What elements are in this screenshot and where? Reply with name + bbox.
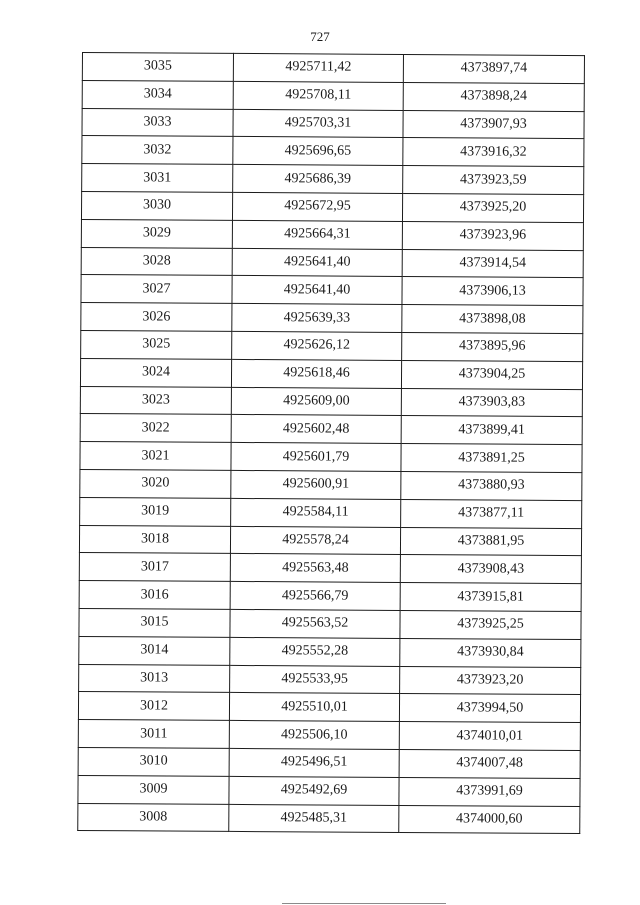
x-coordinate-cell: 4925492,69 bbox=[229, 776, 399, 805]
table-row bbox=[81, 219, 583, 250]
point-number-cell: 3026 bbox=[81, 303, 232, 332]
y-coordinate-cell: 4373994,50 bbox=[399, 694, 580, 723]
table-row bbox=[80, 414, 582, 445]
coordinates-table bbox=[77, 52, 585, 834]
table-row bbox=[79, 525, 581, 556]
y-coordinate-cell: 4373897,74 bbox=[403, 54, 584, 83]
point-number-cell: 3009 bbox=[78, 775, 229, 804]
x-coordinate-cell: 4925563,48 bbox=[230, 554, 400, 583]
point-number-cell: 3017 bbox=[79, 553, 230, 582]
table-row bbox=[80, 469, 582, 500]
point-number-cell: 3018 bbox=[79, 525, 230, 554]
x-coordinate-cell: 4925563,52 bbox=[230, 609, 400, 638]
table-row bbox=[79, 553, 581, 584]
table-row bbox=[80, 386, 582, 417]
x-coordinate-cell: 4925601,79 bbox=[231, 443, 401, 472]
point-number-cell: 3034 bbox=[82, 80, 233, 109]
x-coordinate-cell: 4925639,33 bbox=[232, 304, 402, 333]
table-row bbox=[82, 53, 584, 84]
point-number-cell: 3008 bbox=[78, 803, 229, 832]
x-coordinate-cell: 4925584,11 bbox=[231, 498, 401, 527]
table-row bbox=[80, 497, 582, 528]
y-coordinate-cell: 4374007,48 bbox=[399, 749, 580, 778]
y-coordinate-cell: 4373904,25 bbox=[401, 360, 582, 389]
x-coordinate-cell: 4925510,01 bbox=[229, 693, 399, 722]
x-coordinate-cell: 4925552,28 bbox=[230, 637, 400, 666]
y-coordinate-cell: 4373907,93 bbox=[403, 110, 584, 139]
point-number-cell: 3019 bbox=[80, 497, 231, 526]
point-number-cell: 3020 bbox=[80, 469, 231, 498]
table-row bbox=[81, 303, 583, 334]
table-row bbox=[82, 136, 584, 167]
table-row bbox=[81, 330, 583, 361]
y-coordinate-cell: 4374000,60 bbox=[399, 805, 580, 834]
y-coordinate-cell: 4373881,95 bbox=[400, 527, 581, 556]
table-row bbox=[79, 608, 581, 639]
y-coordinate-cell: 4373898,08 bbox=[402, 305, 583, 334]
y-coordinate-cell: 4373930,84 bbox=[400, 638, 581, 667]
table-row bbox=[78, 692, 580, 723]
point-number-cell: 3013 bbox=[79, 664, 230, 693]
y-coordinate-cell: 4373923,59 bbox=[403, 166, 584, 195]
bottom-divider bbox=[282, 903, 446, 904]
table-row bbox=[78, 803, 580, 834]
y-coordinate-cell: 4373916,32 bbox=[403, 138, 584, 167]
x-coordinate-cell: 4925696,65 bbox=[233, 137, 403, 166]
x-coordinate-cell: 4925618,46 bbox=[231, 359, 401, 388]
y-coordinate-cell: 4373908,43 bbox=[400, 555, 581, 584]
y-coordinate-cell: 4373898,24 bbox=[403, 82, 584, 111]
y-coordinate-cell: 4373915,81 bbox=[400, 583, 581, 612]
table-row bbox=[80, 358, 582, 389]
table-row bbox=[82, 164, 584, 195]
x-coordinate-cell: 4925672,95 bbox=[232, 192, 402, 221]
x-coordinate-cell: 4925626,12 bbox=[232, 331, 402, 360]
y-coordinate-cell: 4373895,96 bbox=[402, 332, 583, 361]
table-row bbox=[80, 442, 582, 473]
point-number-cell: 3027 bbox=[81, 275, 232, 304]
y-coordinate-cell: 4373914,54 bbox=[402, 249, 583, 278]
point-number-cell: 3031 bbox=[82, 164, 233, 193]
x-coordinate-cell: 4925609,00 bbox=[231, 387, 401, 416]
table-row bbox=[82, 80, 584, 111]
y-coordinate-cell: 4373925,20 bbox=[402, 193, 583, 222]
point-number-cell: 3021 bbox=[80, 442, 231, 471]
x-coordinate-cell: 4925686,39 bbox=[233, 165, 403, 194]
y-coordinate-cell: 4374010,01 bbox=[399, 722, 580, 751]
x-coordinate-cell: 4925485,31 bbox=[229, 804, 399, 833]
x-coordinate-cell: 4925600,91 bbox=[231, 470, 401, 499]
coordinates-table-body bbox=[78, 53, 585, 834]
table-row bbox=[81, 191, 583, 222]
x-coordinate-cell: 4925703,31 bbox=[233, 109, 403, 138]
point-number-cell: 3025 bbox=[81, 330, 232, 359]
y-coordinate-cell: 4373991,69 bbox=[399, 777, 580, 806]
table-row bbox=[78, 720, 580, 751]
y-coordinate-cell: 4373923,96 bbox=[402, 221, 583, 250]
point-number-cell: 3015 bbox=[79, 608, 230, 637]
point-number-cell: 3022 bbox=[80, 414, 231, 443]
page-number: 727 bbox=[310, 29, 330, 44]
x-coordinate-cell: 4925602,48 bbox=[231, 415, 401, 444]
y-coordinate-cell: 4373899,41 bbox=[401, 416, 582, 445]
table-row bbox=[79, 636, 581, 667]
x-coordinate-cell: 4925578,24 bbox=[230, 526, 400, 555]
y-coordinate-cell: 4373925,25 bbox=[400, 610, 581, 639]
table-row bbox=[78, 775, 580, 806]
x-coordinate-cell: 4925496,51 bbox=[229, 748, 399, 777]
y-coordinate-cell: 4373906,13 bbox=[402, 277, 583, 306]
point-number-cell: 3010 bbox=[78, 747, 229, 776]
y-coordinate-cell: 4373891,25 bbox=[401, 444, 582, 473]
coordinates-table-container bbox=[77, 52, 598, 834]
point-number-cell: 3016 bbox=[79, 581, 230, 610]
y-coordinate-cell: 4373880,93 bbox=[401, 471, 582, 500]
point-number-cell: 3028 bbox=[81, 247, 232, 276]
x-coordinate-cell: 4925664,31 bbox=[232, 220, 402, 249]
x-coordinate-cell: 4925708,11 bbox=[233, 81, 403, 110]
table-row bbox=[81, 275, 583, 306]
x-coordinate-cell: 4925641,40 bbox=[232, 248, 402, 277]
point-number-cell: 3011 bbox=[78, 720, 229, 749]
y-coordinate-cell: 4373877,11 bbox=[401, 499, 582, 528]
x-coordinate-cell: 4925641,40 bbox=[232, 276, 402, 305]
table-row bbox=[81, 247, 583, 278]
table-row bbox=[82, 108, 584, 139]
table-row bbox=[78, 747, 580, 778]
table-row bbox=[79, 664, 581, 695]
point-number-cell: 3012 bbox=[78, 692, 229, 721]
y-coordinate-cell: 4373903,83 bbox=[401, 388, 582, 417]
x-coordinate-cell: 4925711,42 bbox=[233, 53, 403, 82]
table-row bbox=[79, 581, 581, 612]
point-number-cell: 3030 bbox=[81, 191, 232, 220]
point-number-cell: 3023 bbox=[80, 386, 231, 415]
point-number-cell: 3024 bbox=[80, 358, 231, 387]
point-number-cell: 3032 bbox=[82, 136, 233, 165]
point-number-cell: 3035 bbox=[82, 53, 233, 82]
x-coordinate-cell: 4925506,10 bbox=[229, 721, 399, 750]
point-number-cell: 3014 bbox=[79, 636, 230, 665]
point-number-cell: 3033 bbox=[82, 108, 233, 137]
x-coordinate-cell: 4925566,79 bbox=[230, 582, 400, 611]
point-number-cell: 3029 bbox=[81, 219, 232, 248]
y-coordinate-cell: 4373923,20 bbox=[400, 666, 581, 695]
x-coordinate-cell: 4925533,95 bbox=[230, 665, 400, 694]
